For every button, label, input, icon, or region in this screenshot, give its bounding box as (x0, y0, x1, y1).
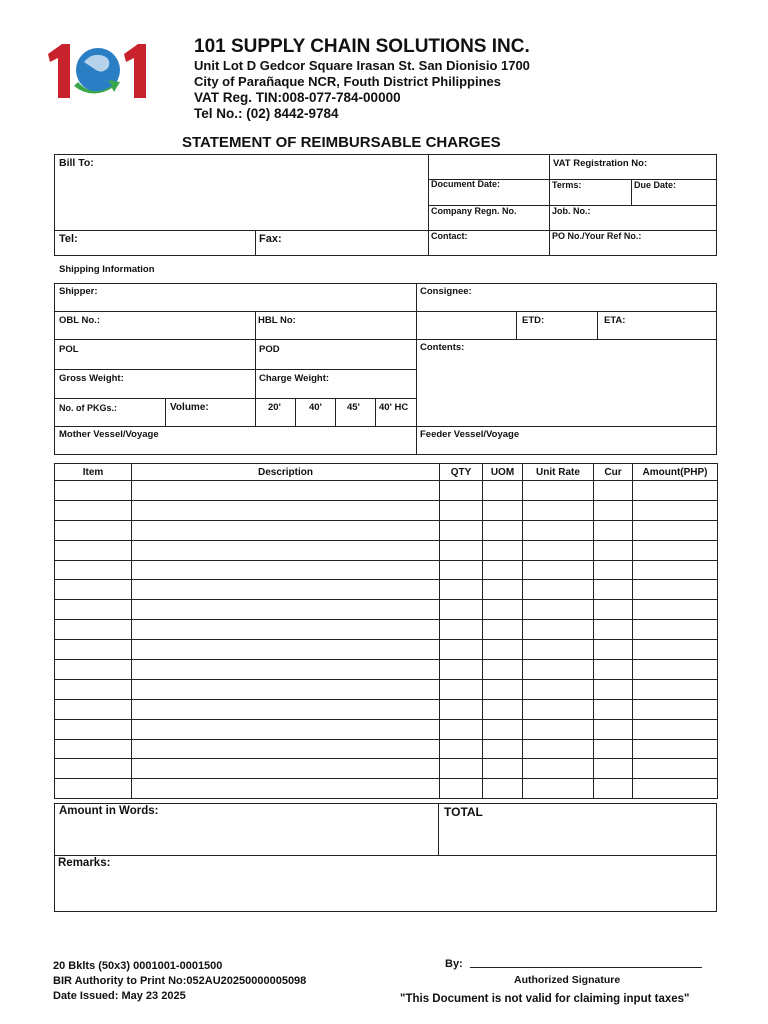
table-cell[interactable] (483, 679, 523, 699)
table-cell[interactable] (633, 560, 718, 580)
document-title: STATEMENT OF REIMBURSABLE CHARGES (182, 134, 501, 151)
table-cell[interactable] (440, 779, 483, 799)
table-cell[interactable] (483, 481, 523, 501)
table-cell[interactable] (633, 779, 718, 799)
charges-table-body (55, 481, 718, 799)
table-cell[interactable] (55, 699, 132, 719)
company-address-line1: Unit Lot D Gedcor Square Irasan St. San Dionisio 1700 (194, 58, 530, 73)
table-cell[interactable] (594, 520, 633, 540)
table-cell[interactable] (440, 640, 483, 660)
table-cell[interactable] (440, 481, 483, 501)
container-40hc-label: 40' HC (379, 402, 409, 413)
table-cell[interactable] (132, 660, 440, 680)
table-cell[interactable] (55, 620, 132, 640)
feeder-vessel-label: Feeder Vessel/Voyage (420, 429, 520, 440)
bill-to-box (54, 154, 429, 231)
table-cell[interactable] (523, 540, 594, 560)
total-label: TOTAL (444, 805, 483, 819)
table-cell[interactable] (132, 640, 440, 660)
table-cell[interactable] (55, 540, 132, 560)
mother-vessel-label: Mother Vessel/Voyage (59, 429, 159, 440)
table-cell[interactable] (55, 520, 132, 540)
table-cell[interactable] (633, 540, 718, 560)
table-cell[interactable] (594, 540, 633, 560)
table-cell[interactable] (594, 500, 633, 520)
table-row (55, 640, 718, 660)
table-cell[interactable] (132, 560, 440, 580)
table-row (55, 679, 718, 699)
table-cell[interactable] (55, 640, 132, 660)
tel-label: Tel: (59, 233, 78, 245)
table-cell[interactable] (523, 481, 594, 501)
table-cell[interactable] (440, 699, 483, 719)
table-cell[interactable] (594, 580, 633, 600)
bir-authority: BIR Authority to Print No:052AU20250000005098 (53, 975, 307, 987)
table-cell[interactable] (594, 679, 633, 699)
table-cell[interactable] (440, 719, 483, 739)
shipping-info-heading: Shipping Information (59, 264, 155, 275)
table-row (55, 719, 718, 739)
table-cell[interactable] (633, 759, 718, 779)
table-cell[interactable] (594, 719, 633, 739)
pod-label: POD (259, 344, 280, 355)
pol-field[interactable] (54, 339, 256, 370)
table-cell[interactable] (483, 739, 523, 759)
signature-line[interactable] (470, 967, 702, 968)
table-cell[interactable] (132, 699, 440, 719)
company-vat-reg: VAT Reg. TIN:008-077-784-00000 (194, 90, 401, 105)
table-cell[interactable] (594, 481, 633, 501)
table-row (55, 600, 718, 620)
table-cell[interactable] (483, 660, 523, 680)
table-cell[interactable] (633, 719, 718, 739)
table-row (55, 540, 718, 560)
table-cell[interactable] (594, 660, 633, 680)
table-cell[interactable] (633, 520, 718, 540)
table-cell[interactable] (483, 719, 523, 739)
table-cell[interactable] (440, 679, 483, 699)
table-cell[interactable] (132, 540, 440, 560)
table-cell[interactable] (440, 739, 483, 759)
table-cell[interactable] (55, 660, 132, 680)
table-cell[interactable] (483, 580, 523, 600)
table-cell[interactable] (483, 779, 523, 799)
container-45-label: 45' (347, 402, 360, 413)
table-row (55, 520, 718, 540)
amount-in-words-label: Amount in Words: (59, 805, 159, 817)
logo-graphic (44, 40, 154, 102)
column-item: Item (55, 464, 132, 481)
table-cell[interactable] (440, 600, 483, 620)
no-of-pkgs-label: No. of PKGs.: (59, 403, 117, 413)
table-cell[interactable] (132, 481, 440, 501)
contact-label: Contact: (431, 231, 468, 241)
table-cell[interactable] (440, 540, 483, 560)
eta-label: ETA: (604, 315, 626, 326)
table-cell[interactable] (483, 520, 523, 540)
table-cell[interactable] (523, 759, 594, 779)
table-cell[interactable] (633, 739, 718, 759)
table-row (55, 779, 718, 799)
table-row (55, 699, 718, 719)
table-cell[interactable] (594, 699, 633, 719)
table-row (55, 580, 718, 600)
booklet-info: 20 Bklts (50x3) 0001001-0001500 (53, 960, 223, 972)
charges-table (54, 463, 718, 799)
table-cell[interactable] (440, 620, 483, 640)
remarks-label: Remarks: (58, 857, 111, 869)
table-cell[interactable] (483, 560, 523, 580)
company-logo (44, 40, 154, 102)
table-cell[interactable] (523, 520, 594, 540)
consignee-label: Consignee: (420, 286, 472, 297)
table-cell[interactable] (440, 580, 483, 600)
table-cell[interactable] (483, 500, 523, 520)
table-cell[interactable] (633, 600, 718, 620)
table-row (55, 620, 718, 640)
obl-no-label: OBL No.: (59, 315, 100, 326)
table-cell[interactable] (440, 660, 483, 680)
column-description: Description (132, 464, 440, 481)
job-no-label: Job. No.: (552, 206, 591, 216)
table-cell[interactable] (483, 540, 523, 560)
tel-field[interactable] (54, 230, 256, 256)
table-cell[interactable] (440, 759, 483, 779)
table-cell[interactable] (483, 600, 523, 620)
fax-label: Fax: (259, 233, 282, 245)
table-cell[interactable] (132, 719, 440, 739)
table-cell[interactable] (483, 699, 523, 719)
consignee-extra-field[interactable] (416, 311, 517, 340)
table-cell[interactable] (594, 560, 633, 580)
table-cell[interactable] (594, 759, 633, 779)
table-cell[interactable] (594, 640, 633, 660)
company-name: 101 SUPPLY CHAIN SOLUTIONS INC. (194, 36, 530, 57)
company-regn-label: Company Regn. No. (431, 206, 517, 216)
table-row (55, 759, 718, 779)
table-cell[interactable] (594, 779, 633, 799)
pol-label: POL (59, 344, 79, 355)
table-cell[interactable] (132, 759, 440, 779)
table-cell[interactable] (440, 560, 483, 580)
table-cell[interactable] (523, 660, 594, 680)
company-address-line2: City of Parañaque NCR, Fouth District Philippines (194, 74, 501, 89)
table-cell[interactable] (55, 500, 132, 520)
table-cell[interactable] (55, 679, 132, 699)
table-cell[interactable] (523, 779, 594, 799)
due-date-label: Due Date: (634, 180, 677, 190)
container-20-label: 20' (268, 402, 281, 413)
po-no-label: PO No./Your Ref No.: (552, 231, 642, 241)
terms-label: Terms: (552, 180, 582, 190)
table-cell[interactable] (633, 699, 718, 719)
table-cell[interactable] (132, 580, 440, 600)
table-row (55, 560, 718, 580)
table-cell[interactable] (633, 660, 718, 680)
bill-to-label: Bill To: (59, 157, 94, 169)
table-cell[interactable] (132, 739, 440, 759)
table-cell[interactable] (523, 580, 594, 600)
table-cell[interactable] (523, 640, 594, 660)
column-uom: UOM (483, 464, 523, 481)
authorized-signature-label: Authorized Signature (514, 974, 621, 986)
document-date-label: Document Date: (431, 179, 501, 189)
table-cell[interactable] (594, 620, 633, 640)
table-cell[interactable] (523, 699, 594, 719)
column-cur: Cur (594, 464, 633, 481)
shipper-label: Shipper: (59, 286, 98, 297)
table-cell[interactable] (132, 520, 440, 540)
etd-label: ETD: (522, 315, 545, 326)
table-cell[interactable] (132, 600, 440, 620)
charge-weight-label: Charge Weight: (259, 373, 330, 384)
table-cell[interactable] (523, 620, 594, 640)
table-cell[interactable] (55, 560, 132, 580)
container-40-label: 40' (309, 402, 322, 413)
table-cell[interactable] (55, 580, 132, 600)
table-row (55, 481, 718, 501)
table-cell[interactable] (633, 640, 718, 660)
table-cell[interactable] (594, 600, 633, 620)
table-cell[interactable] (633, 481, 718, 501)
column-unit-rate: Unit Rate (523, 464, 594, 481)
table-cell[interactable] (483, 640, 523, 660)
table-cell[interactable] (633, 580, 718, 600)
table-row (55, 739, 718, 759)
column-qty: QTY (440, 464, 483, 481)
table-cell[interactable] (633, 679, 718, 699)
table-cell[interactable] (440, 500, 483, 520)
by-label: By: (445, 958, 463, 970)
table-row (55, 660, 718, 680)
table-row (55, 500, 718, 520)
table-cell[interactable] (523, 719, 594, 739)
table-cell[interactable] (523, 500, 594, 520)
table-cell[interactable] (483, 759, 523, 779)
volume-label: Volume: (170, 402, 209, 413)
shipper-field[interactable] (54, 283, 417, 312)
table-cell[interactable] (55, 739, 132, 759)
table-cell[interactable] (55, 719, 132, 739)
table-cell[interactable] (523, 679, 594, 699)
table-cell[interactable] (55, 481, 132, 501)
table-cell[interactable] (132, 779, 440, 799)
date-issued: Date Issued: May 23 2025 (53, 990, 186, 1002)
table-cell[interactable] (594, 739, 633, 759)
table-cell[interactable] (132, 620, 440, 640)
table-cell[interactable] (633, 500, 718, 520)
table-cell[interactable] (55, 759, 132, 779)
table-cell[interactable] (55, 779, 132, 799)
table-cell[interactable] (523, 560, 594, 580)
document-date-field[interactable] (428, 154, 550, 180)
column-amount: Amount(PHP) (633, 464, 718, 481)
charges-table-header (55, 464, 718, 481)
tax-disclaimer: "This Document is not valid for claiming input taxes" (400, 993, 690, 1005)
vat-registration-label: VAT Registration No: (553, 158, 648, 169)
remarks-field[interactable] (54, 855, 717, 912)
company-tel: Tel No.: (02) 8442-9784 (194, 106, 339, 121)
table-cell[interactable] (55, 600, 132, 620)
table-cell[interactable] (523, 600, 594, 620)
table-cell[interactable] (132, 679, 440, 699)
contents-label: Contents: (420, 342, 465, 353)
table-cell[interactable] (440, 520, 483, 540)
table-cell[interactable] (523, 739, 594, 759)
table-cell[interactable] (483, 620, 523, 640)
table-cell[interactable] (132, 500, 440, 520)
table-cell[interactable] (633, 620, 718, 640)
gross-weight-label: Gross Weight: (59, 373, 124, 384)
hbl-no-label: HBL No: (258, 315, 296, 326)
